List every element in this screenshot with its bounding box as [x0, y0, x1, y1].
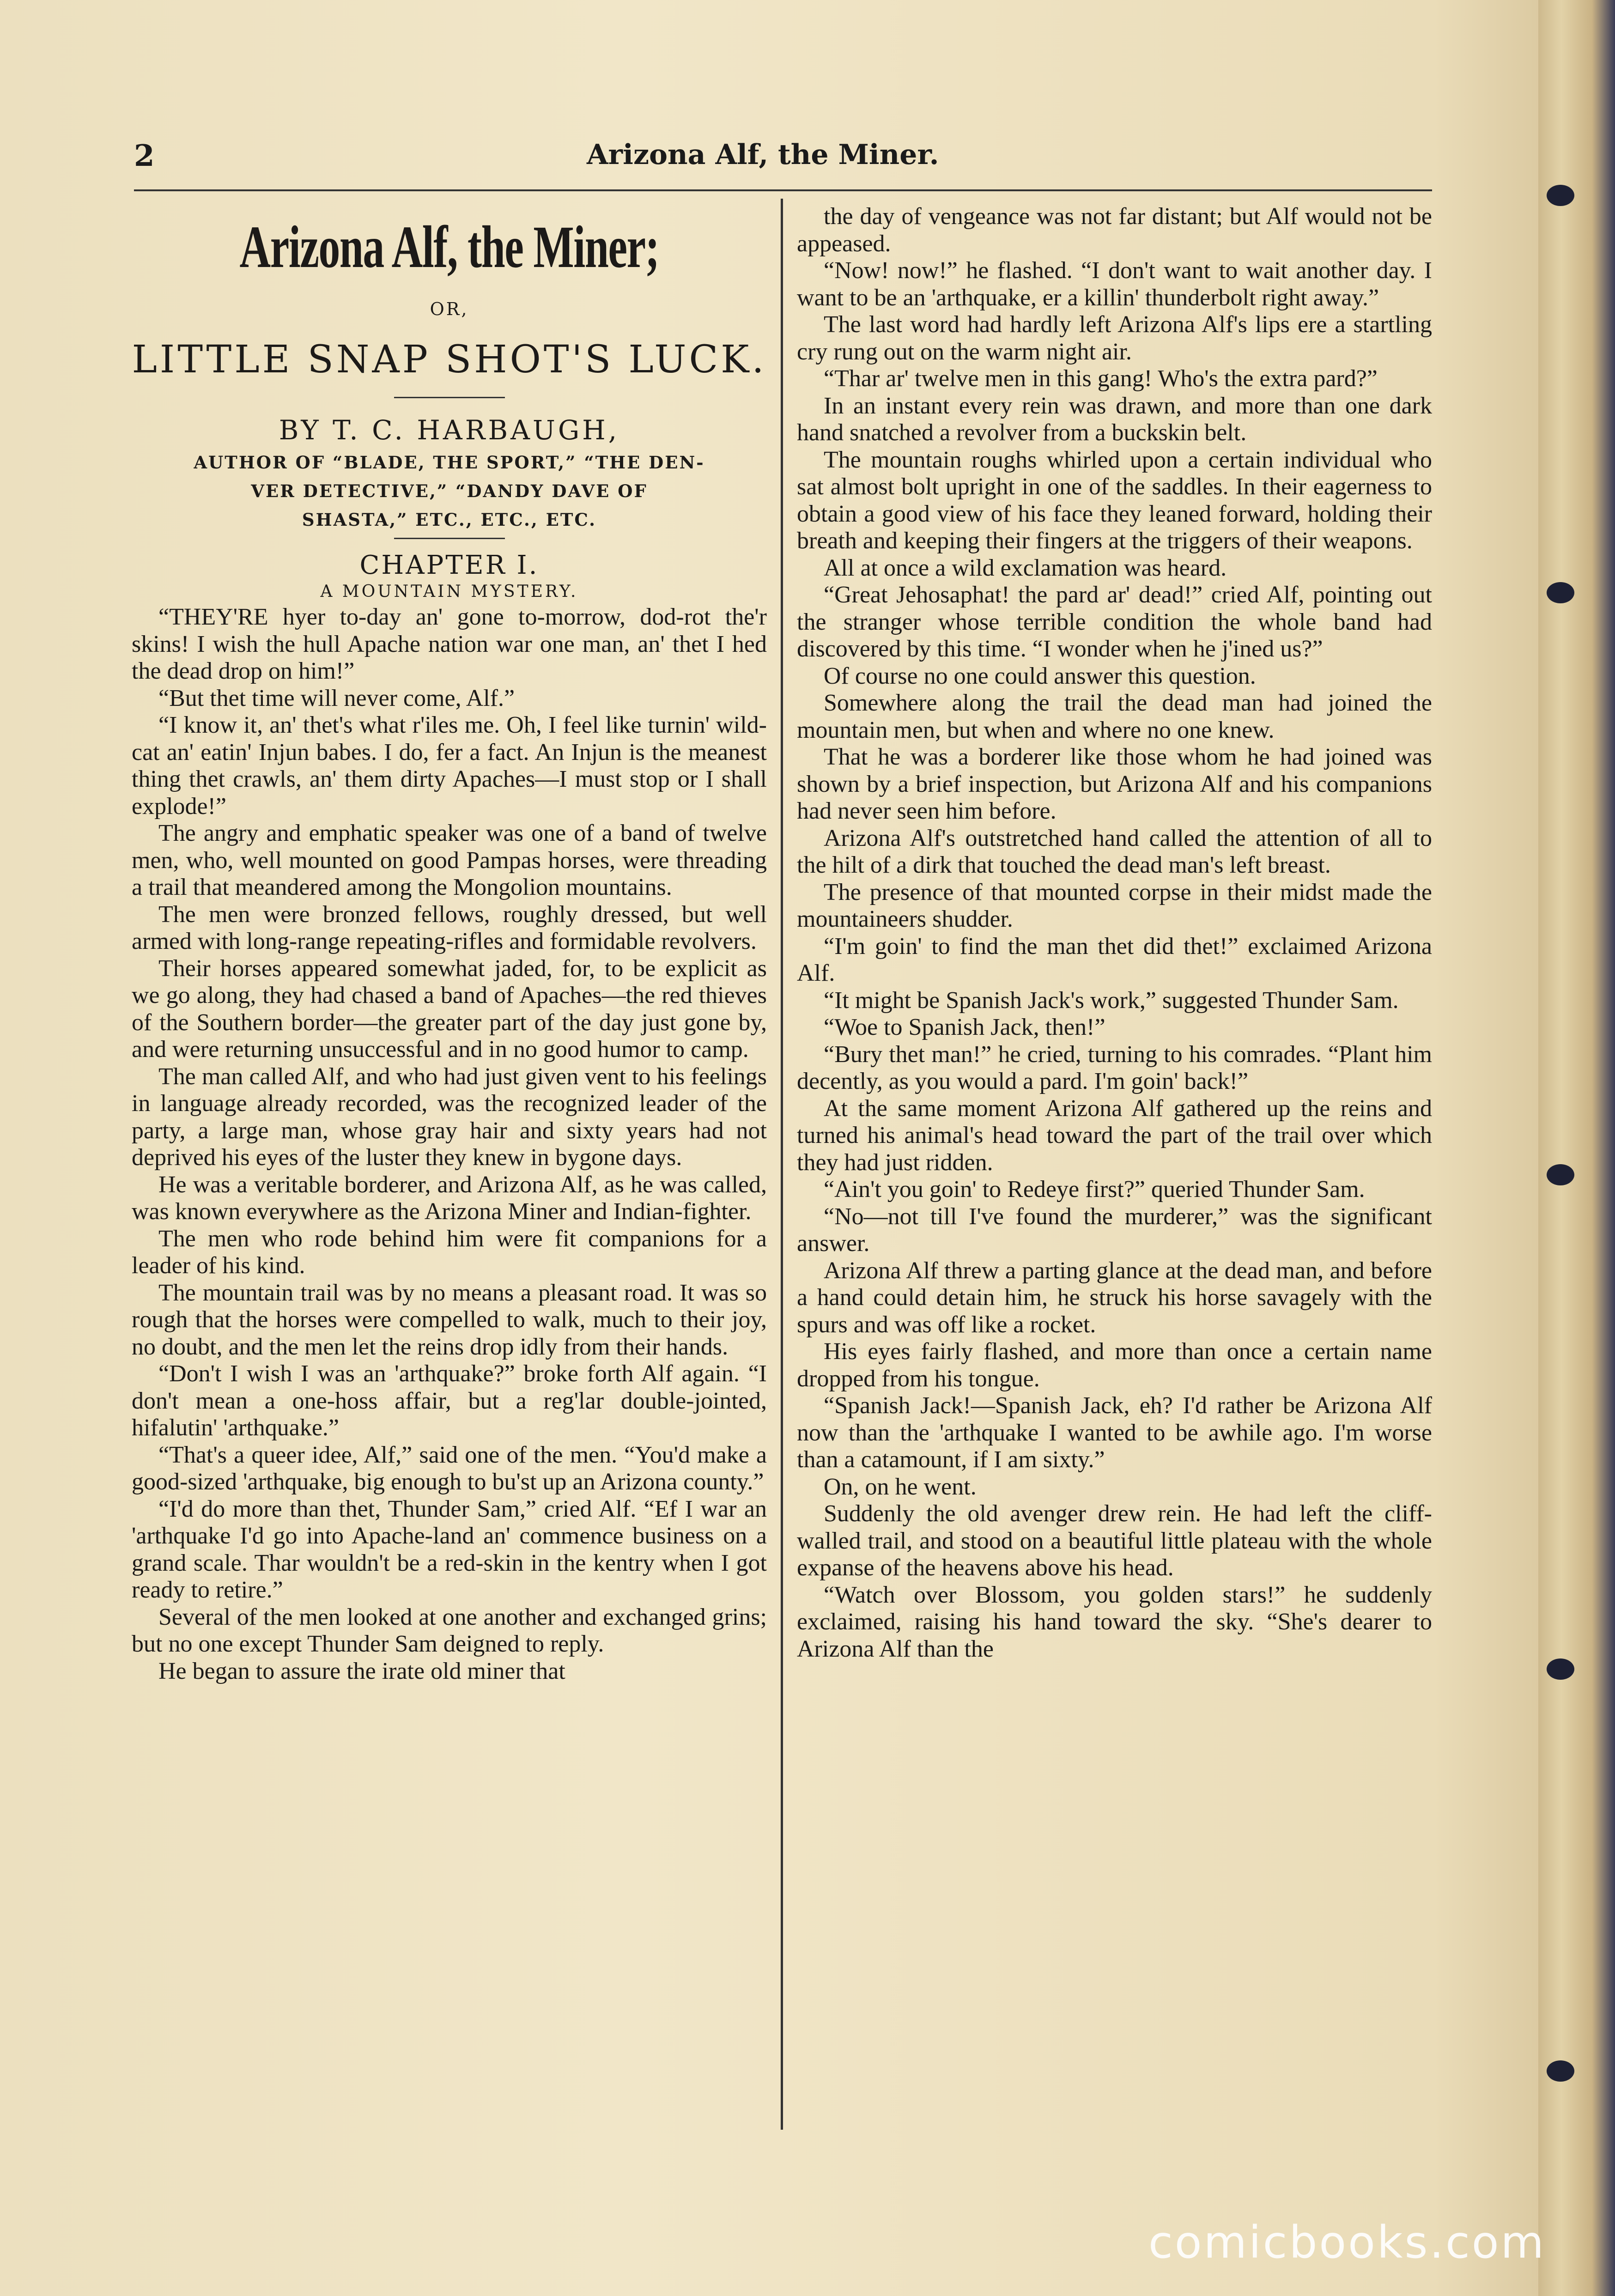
column-rule	[781, 199, 783, 2130]
author-credits-2: VER DETECTIVE,” “DANDY DAVE OF	[251, 481, 648, 501]
paragraph: “But thet time will never come, Alf.”	[158, 685, 515, 711]
binding-spine	[1538, 0, 1615, 2296]
paragraph: Somewhere along the trail the dead man had joined the mountain men, but when and where no one knew.	[797, 690, 1432, 743]
paragraph: Their horses appeared somewhat jaded, for, to be explicit as we go along, they had chased a band of Apaches—the red thieves of the Southern border—the greater part of the day just gone by, and were returning unsuccessful and in no good humor to camp.	[132, 955, 767, 1063]
staple-hole	[1547, 1658, 1574, 1680]
paragraph: “I'm goin' to find the man thet did thet!” exclaimed Arizona Alf.	[797, 933, 1432, 986]
chapter-title: A MOUNTAIN MYSTERY.	[320, 582, 578, 601]
paragraph: The men who rode behind him were fit companions for a leader of his kind.	[132, 1225, 767, 1279]
paragraph: “THEY'RE hyer to-day an' gone to-morrow, dod-rot the'r skins! I wish the hull Apache nation war one man, an' thet I hed the dead drop on him!”	[132, 604, 767, 684]
paragraph: “Now! now!” he flashed. “I don't want to wait another day. I want to be an 'arthquake, er a killin' thunderbolt right away.”	[797, 257, 1432, 311]
paragraph: “Great Jehosaphat! the pard ar' dead!” cried Alf, pointing out the stranger whose terrible condition the whole band had discovered by this time. “I wonder when he j'ined us?”	[797, 582, 1432, 662]
paragraph: The man called Alf, and who had just given vent to his feelings in language already recorded, was the recognized leader of the party, a large man, whose gray hair and sixty years had not deprived his eyes of the luster they knew in bygone days.	[132, 1063, 767, 1171]
paragraph: The last word had hardly left Arizona Alf's lips ere a startling cry rung out on the warm night air.	[797, 311, 1432, 365]
paragraph: “Don't I wish I was an 'arthquake?” broke forth Alf again. “I don't mean a one-hoss affair, but a reg'lar double-jointed, hifalutin' 'arthquake.”	[132, 1361, 767, 1441]
paragraph: He was a veritable borderer, and Arizona Alf, as he was called, was known everywhere as the Arizona Miner and Indian-fighter.	[132, 1171, 767, 1225]
paragraph: “Watch over Blossom, you golden stars!” he suddenly exclaimed, raising his hand toward the sky. “She's dearer to Arizona Alf than the	[797, 1581, 1432, 1662]
paragraph: The angry and emphatic speaker was one of a band of twelve men, who, well mounted on good Pampas horses, were threading a trail that meandered among the Mongolion mountains.	[132, 820, 767, 900]
page-number: 2	[134, 139, 155, 173]
header-rule	[134, 189, 1432, 191]
staple-hole	[1547, 582, 1574, 603]
right-column	[797, 203, 1432, 2144]
paragraph: “I'd do more than thet, Thunder Sam,” cried Alf. “Ef I war an 'arthquake I'd go into Apache-land an' commence business on a grand scale. Thar wouldn't be a red-skin in the kentry when I got ready to retire.”	[132, 1495, 767, 1603]
paragraph: “No—not till I've found the murderer,” was the significant answer.	[797, 1203, 1432, 1257]
paragraph: Arizona Alf threw a parting glance at the dead man, and before a hand could detain him, he struck his horse savagely with the spurs and was off like a rocket.	[797, 1257, 1432, 1338]
paragraph: the day of vengeance was not far distant; but Alf would not be appeased.	[797, 203, 1432, 257]
right-column-text	[797, 203, 1432, 1663]
paragraph: Suddenly the old avenger drew rein. He had left the cliff-walled trail, and stood on a beautiful little plateau with the whole expanse of the heavens above his head.	[797, 1500, 1432, 1581]
site-watermark: comicbooks.com	[1148, 2217, 1546, 2268]
paragraph: His eyes fairly flashed, and more than once a certain name dropped from his tongue.	[797, 1338, 1432, 1392]
paragraph: All at once a wild exclamation was heard.	[824, 554, 1227, 581]
paragraph: “It might be Spanish Jack's work,” suggested Thunder Sam.	[824, 987, 1399, 1014]
paragraph: At the same moment Arizona Alf gathered up the reins and turned his animal's head toward the part of the trail over which they had just ridden.	[797, 1095, 1432, 1176]
paragraph: “Woe to Spanish Jack, then!”	[824, 1014, 1105, 1040]
or-line: OR,	[430, 299, 469, 319]
staple-hole	[1547, 1164, 1574, 1185]
author-credits-1: AUTHOR OF “BLADE, THE SPORT,” “THE DEN-	[194, 452, 705, 473]
running-title: Arizona Alf, the Miner.	[587, 139, 939, 171]
story-subtitle: LITTLE SNAP SHOT'S LUCK.	[132, 337, 767, 382]
byline-rule	[394, 538, 505, 539]
paragraph: The mountain trail was by no means a pleasant road. It was so rough that the horses were compelled to walk, much to their joy, no doubt, and the men let the reins drop idly from their hands.	[132, 1279, 767, 1360]
paragraph: On, on he went.	[824, 1473, 977, 1500]
paragraph: “I know it, an' thet's what r'iles me. Oh, I feel like turnin' wild-cat an' eatin' Injun babes. I do, fer a fact. An Injun is the meanest thing thet crawls, an' them dirty Apaches—I must stop or I shall explode!”	[132, 712, 767, 820]
paragraph: The mountain roughs whirled upon a certain individual who sat almost bolt upright in one of the saddles. In their eagerness to obtain a good view of his face they leaned forward, holding their breath and keeping their fingers at the triggers of their weapons.	[797, 446, 1432, 554]
title-rule	[394, 397, 505, 398]
left-column	[132, 203, 767, 2144]
paragraph: Arizona Alf's outstretched hand called the attention of all to the hilt of a dirk that touched the dead man's left breast.	[797, 825, 1432, 878]
byline: BY T. C. HARBAUGH,	[279, 414, 620, 446]
story-title: Arizona Alf, the Miner;	[239, 214, 659, 280]
page-header	[134, 139, 1437, 189]
left-column-text	[132, 604, 767, 1685]
paragraph: “Thar ar' twelve men in this gang! Who's the extra pard?”	[824, 365, 1378, 392]
paragraph: He began to assure the irate old miner that	[158, 1658, 565, 1684]
paragraph: That he was a borderer like those whom he had joined was shown by a brief inspection, but Arizona Alf and his companions had never seen him before.	[797, 744, 1432, 824]
staple-hole	[1547, 2060, 1574, 2082]
paragraph: “Bury thet man!” he cried, turning to his comrades. “Plant him decently, as you would a pard. I'm goin' back!”	[797, 1041, 1432, 1094]
paragraph: “That's a queer idee, Alf,” said one of the men. “You'd make a good-sized 'arthquake, big enough to bu'st up an Arizona county.”	[132, 1441, 767, 1495]
paragraph: Of course no one could answer this question.	[824, 662, 1256, 689]
paragraph: “Spanish Jack!—Spanish Jack, eh? I'd rather be Arizona Alf now than the 'arthquake I wanted to be awhile ago. I'm worse than a catamount, if I am sixty.”	[797, 1392, 1432, 1473]
staple-hole	[1547, 185, 1574, 206]
paragraph: The men were bronzed fellows, roughly dressed, but well armed with long-range repeating-rifles and formidable revolvers.	[132, 901, 767, 954]
paragraph: In an instant every rein was drawn, and more than one dark hand snatched a revolver from a buckskin belt.	[797, 392, 1432, 446]
paragraph: The presence of that mounted corpse in their midst made the mountaineers shudder.	[797, 879, 1432, 932]
chapter-heading: CHAPTER I.	[359, 550, 539, 580]
author-credits-3: SHASTA,” ETC., ETC., ETC.	[302, 510, 597, 530]
paragraph: Several of the men looked at one another and exchanged grins; but no one except Thunder Sam deigned to reply.	[132, 1604, 767, 1657]
paragraph: “Ain't you goin' to Redeye first?” queried Thunder Sam.	[824, 1176, 1365, 1203]
